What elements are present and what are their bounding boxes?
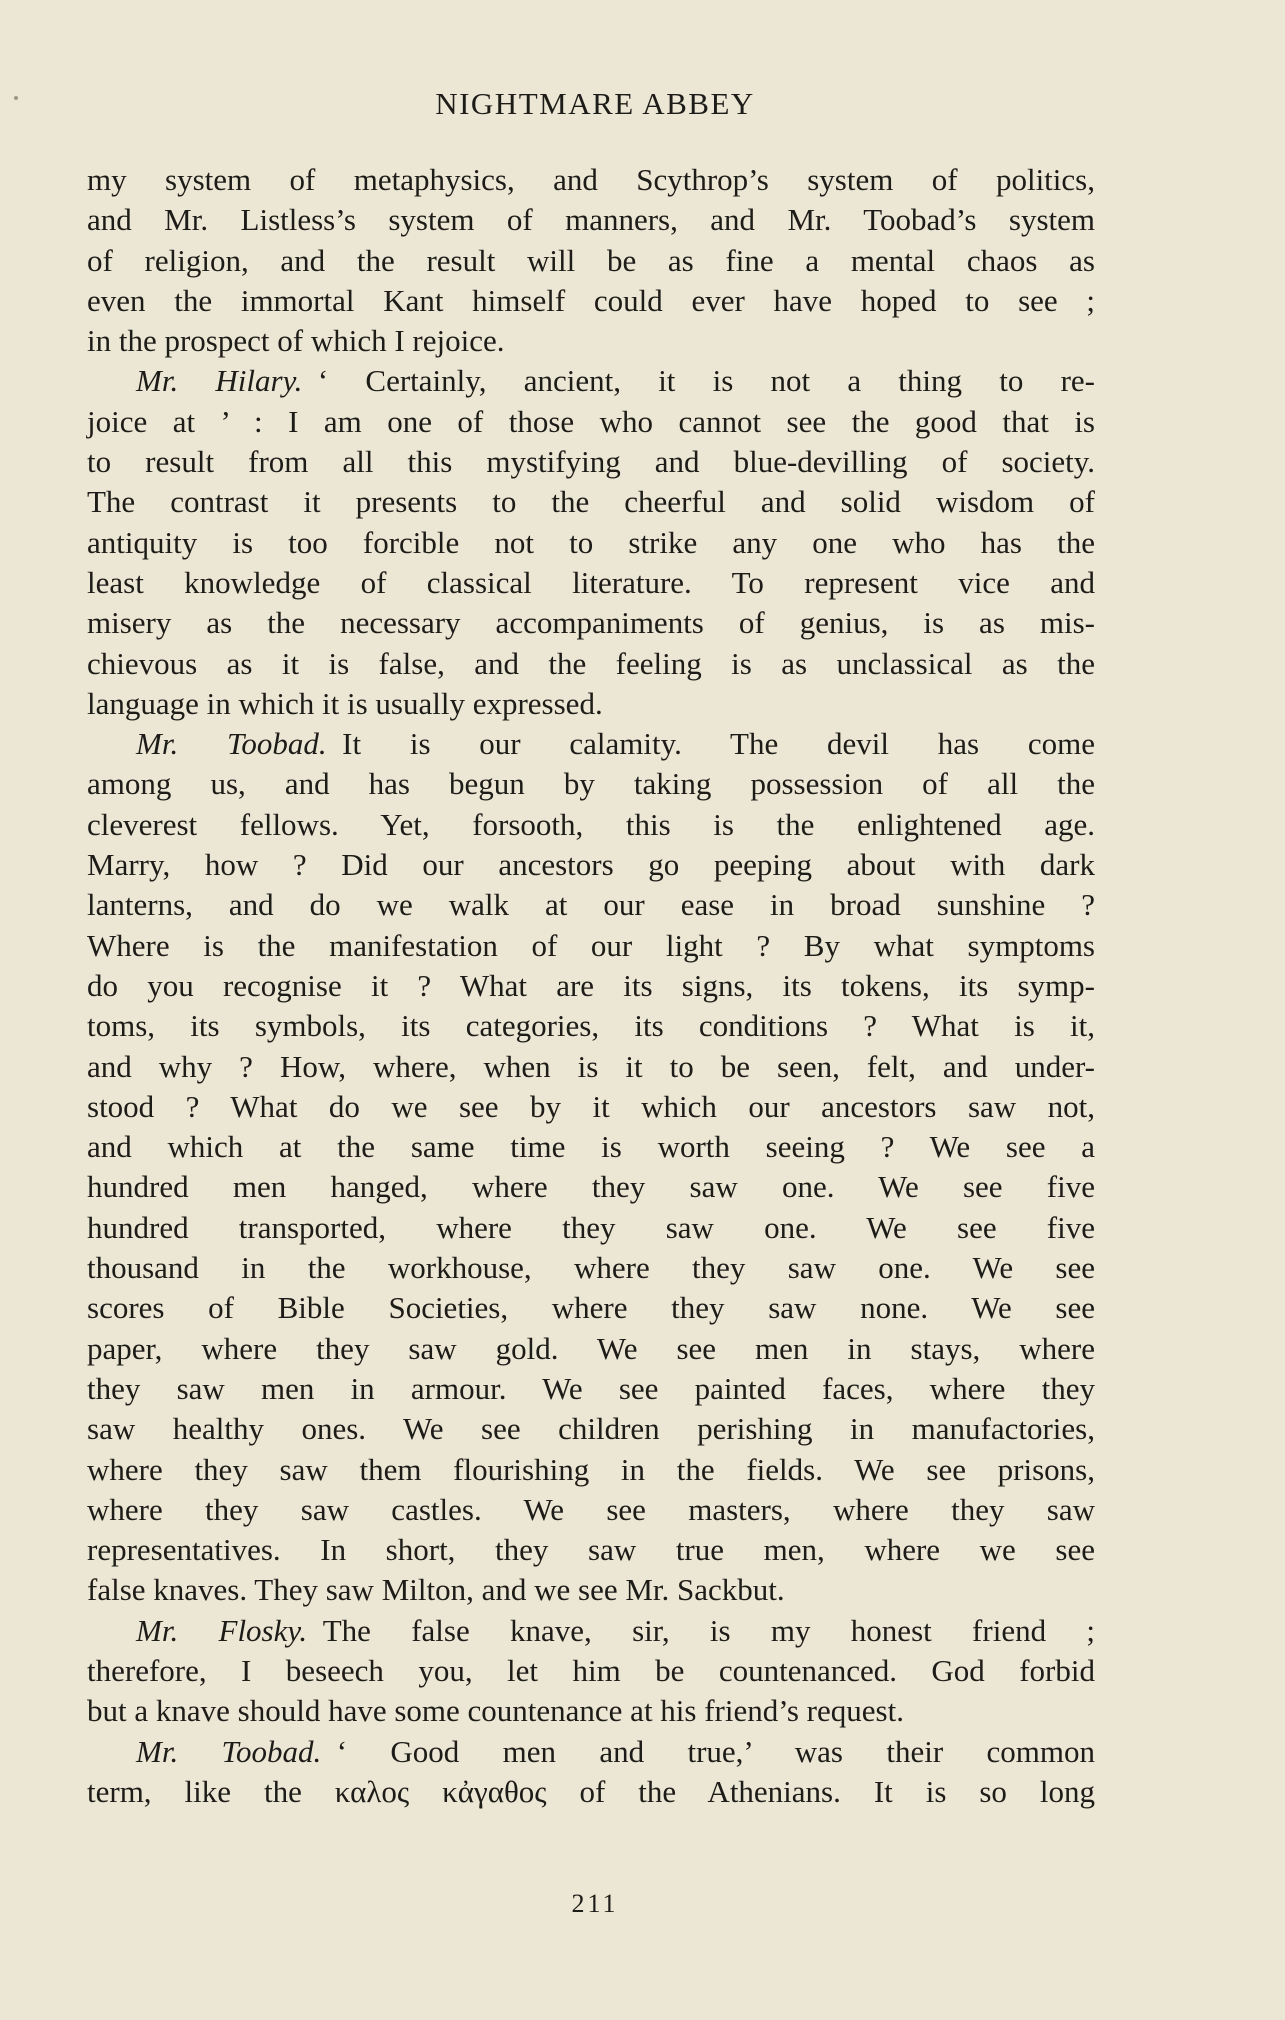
line-text: scores of Bible Societies, where they saw none. We see: [87, 1290, 1095, 1326]
text-line: [87, 442, 1095, 482]
line-text: and Mr. Listless’s system of manners, and Mr. Toobad’s system: [87, 202, 1095, 238]
text-line: [87, 160, 1095, 200]
line-text: in the prospect of which I rejoice.: [87, 323, 505, 359]
line-text: misery as the necessary accompaniments of genius, is as mis-: [87, 605, 1095, 641]
line-text: therefore, I beseech you, let him be countenanced. God forbid: [87, 1652, 1095, 1688]
line-text: toms, its symbols, its categories, its conditions ? What is it,: [87, 1008, 1095, 1044]
line-text: and why ? How, where, when is it to be seen, felt, and under-: [87, 1048, 1095, 1084]
page-number: 211: [571, 1889, 619, 1918]
speaker-name: Mr. Hilary.: [136, 363, 303, 399]
line-text: joice at ’ : I am one of those who cannot see the good that is: [87, 403, 1095, 439]
text-line: [87, 482, 1095, 522]
line-text: to result from all this mystifying and blue-devilling of society.: [87, 444, 1095, 480]
speaker-line: [87, 1611, 1095, 1651]
line-text: of religion, and the result will be as fine a mental chaos as: [87, 242, 1095, 278]
line-text: Where is the manifestation of our light ? By what symptoms: [87, 927, 1095, 963]
speaker-line: [87, 724, 1095, 764]
text-line: [87, 402, 1095, 442]
line-text: term, like the καλος κἀγαθος of the Athenians. It is so long: [87, 1773, 1095, 1809]
text-line: [87, 1006, 1095, 1046]
line-text: but a knave should have some countenance at his friend’s request.: [87, 1693, 904, 1729]
line-text: The contrast it presents to the cheerful and solid wisdom of: [87, 484, 1095, 520]
text-line: [87, 1570, 1095, 1610]
line-text: stood ? What do we see by it which our ancestors saw not,: [87, 1088, 1095, 1124]
text-line: [87, 1409, 1095, 1449]
line-text: do you recognise it ? What are its signs, its tokens, its symp-: [87, 967, 1095, 1003]
line-text: The false knave, sir, is my honest friend ;: [322, 1612, 1095, 1648]
line-text: and which at the same time is worth seeing ? We see a: [87, 1129, 1095, 1165]
line-text: even the immortal Kant himself could ever have hoped to see ;: [87, 282, 1095, 318]
line-text: where they saw castles. We see masters, where they saw: [87, 1491, 1095, 1527]
line-text: cleverest fellows. Yet, forsooth, this is the enlightened age.: [87, 806, 1095, 842]
line-text: Marry, how ? Did our ancestors go peeping about with dark: [87, 847, 1095, 883]
line-text: thousand in the workhouse, where they saw one. We see: [87, 1250, 1095, 1286]
line-text: my system of metaphysics, and Scythrop’s system of politics,: [87, 162, 1095, 197]
text-line: [87, 684, 1095, 724]
text-line: [87, 281, 1095, 321]
text-line: [87, 926, 1095, 966]
text-line: [87, 1450, 1095, 1490]
line-text: ‘ Certainly, ancient, it is not a thing to re-: [317, 363, 1095, 399]
line-text: paper, where they saw gold. We see men in stays, where: [87, 1330, 1095, 1366]
line-text: It is our calamity. The devil has come: [342, 726, 1095, 762]
text-line: [87, 1167, 1095, 1207]
line-text: where they saw them flourishing in the fields. We see prisons,: [87, 1451, 1095, 1487]
line-text: chievous as it is false, and the feeling is as unclassical as the: [87, 645, 1095, 681]
text-line: [87, 644, 1095, 684]
text-line: [87, 1490, 1095, 1530]
line-text: hundred men hanged, where they saw one. We see five: [87, 1169, 1095, 1205]
text-line: [87, 1329, 1095, 1369]
line-text: hundred transported, where they saw one. We see five: [87, 1209, 1095, 1245]
text-line: [87, 1369, 1095, 1409]
speaker-line: [87, 1732, 1095, 1772]
text-line: [87, 1087, 1095, 1127]
line-text: antiquity is too forcible not to strike any one who has the: [87, 524, 1095, 560]
text-line: [87, 1530, 1095, 1570]
speaker-line: [87, 361, 1095, 401]
speaker-name: Mr. Toobad.: [136, 726, 327, 762]
text-line: [87, 241, 1095, 281]
line-text: among us, and has begun by taking possession of all the: [87, 766, 1095, 802]
line-text: lanterns, and do we walk at our ease in broad sunshine ?: [87, 887, 1095, 923]
text-line: [87, 200, 1095, 240]
running-head: NIGHTMARE ABBEY: [435, 86, 755, 121]
text-line: [87, 1772, 1095, 1812]
text-line: [87, 1288, 1095, 1328]
text-line: [87, 523, 1095, 563]
speaker-name: Mr. Flosky.: [136, 1612, 308, 1648]
line-text: they saw men in armour. We see painted faces, where they: [87, 1370, 1095, 1406]
text-line: [87, 1691, 1095, 1731]
text-line: [87, 321, 1095, 361]
text-line: [87, 1208, 1095, 1248]
text-line: [87, 1248, 1095, 1288]
text-line: [87, 845, 1095, 885]
text-line: [87, 1651, 1095, 1691]
text-line: [87, 603, 1095, 643]
body-text: [87, 160, 1095, 1812]
line-text: saw healthy ones. We see children perishing in manufactories,: [87, 1411, 1095, 1447]
line-text: representatives. In short, they saw true men, where we see: [87, 1532, 1095, 1568]
text-line: [87, 1047, 1095, 1087]
text-line: [87, 563, 1095, 603]
text-line: [87, 805, 1095, 845]
line-text: ‘ Good men and true,’ was their common: [336, 1733, 1095, 1769]
text-line: [87, 885, 1095, 925]
text-line: [87, 1127, 1095, 1167]
line-text: language in which it is usually expressed.: [87, 685, 603, 721]
line-text: least knowledge of classical literature. To represent vice and: [87, 564, 1095, 600]
line-text: false knaves. They saw Milton, and we see Mr. Sackbut.: [87, 1572, 785, 1608]
text-line: [87, 764, 1095, 804]
text-line: [87, 966, 1095, 1006]
speaker-name: Mr. Toobad.: [136, 1733, 322, 1769]
